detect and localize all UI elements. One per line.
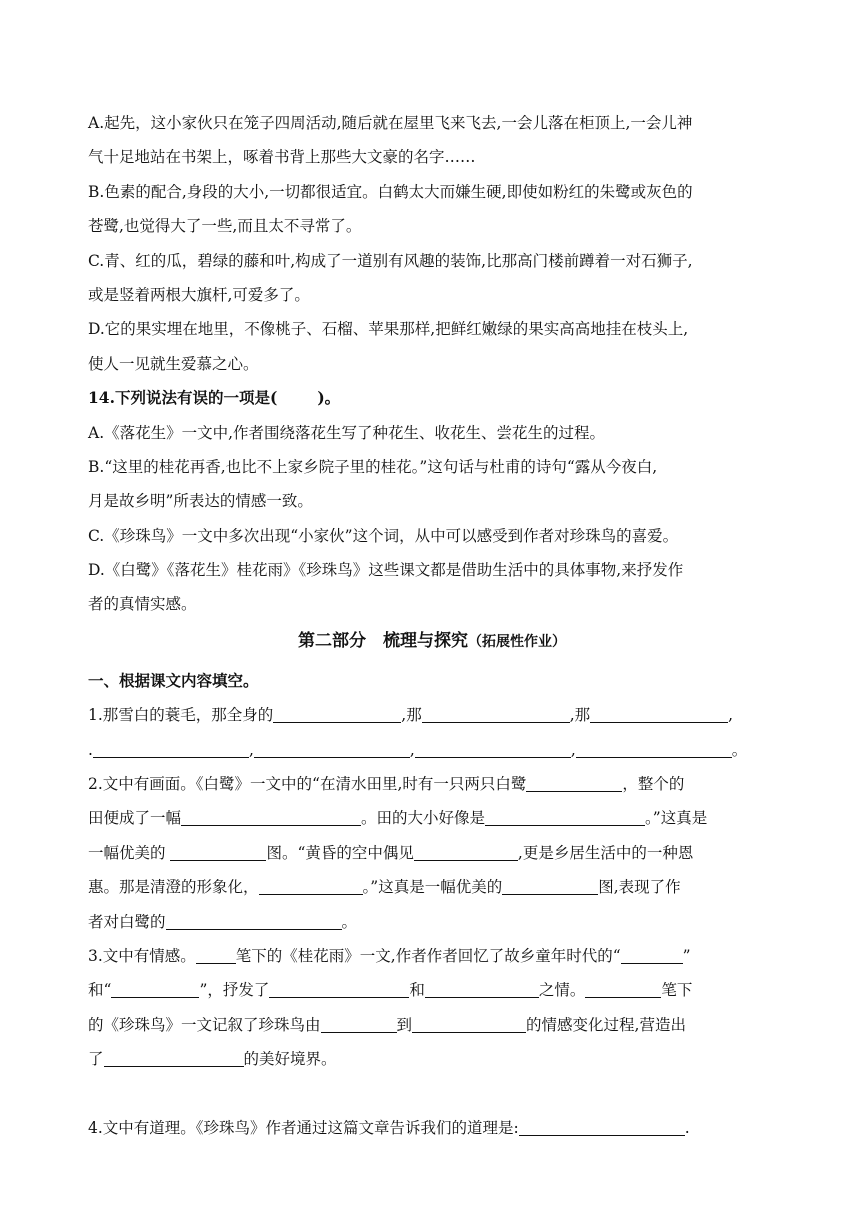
fill-q1-text-d: , [728,706,734,725]
q14-option-b-line1: B.“这里的桂花再香,也比不上家乡院子里的桂花。”这句话与杜甫的诗句“露从今夜白, [88,457,658,476]
answer-blank[interactable] [321,1016,397,1033]
part2-subtitle: （拓展性作业） [468,633,566,650]
fill-q2-text-j: 。”这真是一幅优美的 [362,878,503,897]
fill-q2-text-b: ，整个的 [622,775,685,794]
fill-q2-text-c: 田便成了一幅 [88,809,182,828]
spacer [88,1077,776,1111]
fill-q2-text-k: 图,表现了作 [598,878,681,897]
answer-blank[interactable] [519,1118,685,1135]
fill-q4-text-a: 4.文中有道理。《珍珠鸟》作者通过这篇文章告诉我们的道理是: [88,1118,519,1137]
q14-stem-text: 14.下列说法有误的一项是( [88,388,278,408]
q13-option-a-line2: 气十足地站在书架上，啄着书背上那些大文豪的名字…… [88,148,476,167]
answer-blank[interactable] [269,981,409,998]
section1-heading: 一、根据课文内容填空。 [88,670,259,690]
q14-option-d-line1: D.《白鹭》《落花生》桂花雨》《珍珠鸟》这些课文都是借助生活中的具体事物,来抒发作 [88,561,684,580]
answer-blank[interactable] [415,740,571,757]
q14-option-a: A.《落花生》一文中,作者围绕落花生写了种花生、收花生、尝花生的过程。 [88,423,606,442]
fill-q3-text-a: 3.文中有情感。 [88,946,196,965]
q13-option-b-line2: 苍鹭,也觉得大了一些,而且太不寻常了。 [88,217,362,236]
fill-q2-line2 [88,801,776,835]
q14-stem [88,381,776,415]
answer-blank[interactable] [526,775,622,792]
answer-blank[interactable] [166,912,342,929]
answer-blank[interactable] [104,1050,244,1067]
fill-q3-line2 [88,973,776,1007]
fill-q2-text-h: ,更是乡居生活中的一种恩 [517,843,694,862]
fill-q3-line3 [88,1008,776,1042]
fill-q1-line1 [88,698,776,732]
fill-q3-line1 [88,939,776,973]
answer-blank[interactable] [254,740,410,757]
q14-option-c: C.《珍珠鸟》一文中多次出现“小家伙”这个词，从中可以感受到作者对珍珠鸟的喜爱。 [88,526,679,545]
fill-q2-line1 [88,767,776,801]
answer-blank[interactable] [273,706,401,723]
q14-option-b-line2: 月是故乡明”所表达的情感一致。 [88,492,313,511]
answer-blank[interactable] [259,878,363,895]
answer-blank[interactable] [170,844,266,861]
fill-q2-text-e: 。”这真是 [645,809,708,828]
q13-option-b-line1: B.色素的配合,身段的大小,一切都很适宜。白鹤太大而嫌生硬,即使如粉红的朱鹭或灰色的 [88,182,693,201]
fill-q3-text-c: ” [682,946,691,965]
answer-blank[interactable] [590,706,728,723]
period: 。 [341,912,358,931]
fill-q3-text-f: 和 [409,981,425,1000]
answer-blank[interactable] [485,809,645,826]
fill-q1-text-c: ,那 [569,706,591,725]
q14-stem-end: )。 [317,388,341,408]
fill-q3-text-g: 之情。 [538,981,586,1000]
fill-q1-text-a: 1.那雪白的蓑毛，那全身的 [88,706,274,725]
fill-q2-text-a: 2.文中有画面。《白鹭》一文中的“在清水田里,时有一只两只白鹭 [88,775,527,794]
part2-title-text: 第二部分 梳理与探究 [298,630,468,651]
answer-blank[interactable] [93,740,249,757]
fill-q3-text-k: 的情感变化过程,营造出 [526,1015,686,1034]
comma: , [409,740,415,759]
fill-q3-text-e: ”，抒发了 [199,981,270,1000]
fill-q3-line4 [88,1042,776,1076]
fill-q2-line5 [88,905,776,939]
fill-q4-line1 [88,1111,776,1145]
fill-q4-text-b: . [684,1118,690,1137]
fill-q3-text-m: 的美好境界。 [243,1050,337,1069]
fill-q3-text-l: 了 [88,1050,104,1069]
fill-q3-text-j: 到 [396,1015,413,1034]
answer-blank[interactable] [181,809,361,826]
q13-option-c-line2: 或是竖着两根大旗杆,可爱多了。 [88,285,310,304]
answer-blank[interactable] [196,947,236,964]
fill-q3-text-i: 的《珍珠鸟》一文记叙了珍珠鸟由 [88,1015,321,1034]
q13-option-a-line1: A.起先，这小家伙只在笼子四周活动,随后就在屋里飞来飞去,一会儿落在柜顶上,一会儿神 [88,114,693,132]
answer-blank[interactable] [621,947,683,964]
q14-option-d-line2: 者的真情实感。 [88,595,197,614]
q13-option-d-line2: 使人一见就生爱慕之心。 [88,354,259,373]
part2-title [88,622,776,664]
fill-q2-text-i: 惠。那是清澄的形象化， [88,878,259,897]
fill-q3-text-d: 和“ [88,981,112,1000]
answer-blank[interactable] [414,844,518,861]
fill-q1-l2-start: . [88,740,93,759]
fill-q2-line3 [88,836,776,870]
fill-q1-text-b: ,那 [401,706,422,725]
fill-q2-line4 [88,870,776,904]
answer-blank[interactable] [111,981,199,998]
worksheet-content [88,106,776,1145]
answer-blank[interactable] [585,981,661,998]
fill-q1-line2 [88,733,776,767]
fill-q2-text-g: 图。“黄昏的空中偶见 [266,843,414,862]
q13-option-d-line1: D.它的果实埋在地里，不像桃子、石榴、苹果那样,把鲜红嫩绿的果实高高地挂在枝头上, [88,320,689,339]
fill-q3-text-b: 笔下的《桂花雨》一文,作者作者回忆了故乡童年时代的“ [235,946,621,965]
answer-blank[interactable] [576,740,732,757]
answer-blank[interactable] [502,878,598,895]
fill-q3-text-h: 笔下 [661,981,693,1000]
fill-q2-text-f: 一幅优美的 [88,843,166,862]
answer-blank[interactable] [412,1016,526,1033]
answer-blank[interactable] [422,706,570,723]
answer-blank[interactable] [425,981,539,998]
fill-q2-text-l: 者对白鹭的 [88,912,166,931]
q13-option-c-line1: C.青、红的瓜，碧绿的藤和叶,构成了一道别有风趣的装饰,比那高门楼前蹲着一对石狮子, [88,251,693,270]
period: 。 [731,740,748,759]
fill-q2-text-d: 。田的大小好像是 [361,809,486,828]
comma: , [570,740,576,759]
comma: , [248,740,254,759]
